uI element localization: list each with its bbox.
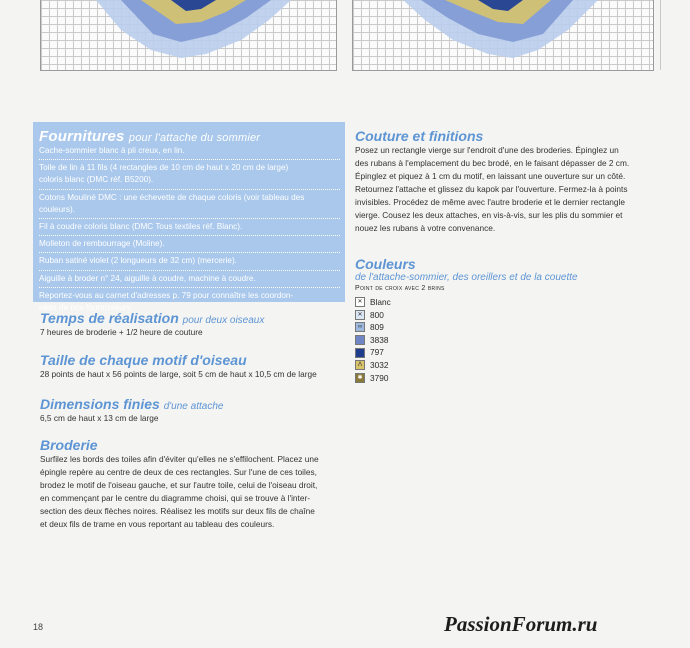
supplies-item: Ruban satiné violet (2 longueurs de 32 cm) (mercerie).: [39, 256, 237, 266]
legend-label: 3790: [370, 372, 389, 383]
dimensions-subtitle: d'une attache: [163, 401, 224, 412]
dimensions-text: 6,5 cm de haut x 13 cm de large: [40, 413, 159, 423]
legend-label: 809: [370, 322, 384, 333]
embroidery-line: et deux fils de trame en vous reportant au tableau des couleurs.: [40, 519, 275, 529]
dimensions-section: [40, 396, 340, 425]
supplies-item: nées de nos fournisseurs.: [39, 303, 133, 313]
legend-label: 3838: [370, 334, 389, 345]
sewing-line: Retournez l'attache et glissez du kapok par l'ouverture. Fermez-la à points: [355, 184, 628, 194]
colors-subheading: de l'attache-sommier, des oreillers et de la couette: [355, 272, 578, 283]
sewing-heading: Couture et finitions: [355, 128, 484, 144]
sewing-line: Posez un rectangle vierge sur l'endroit d'une des broderies. Épinglez un: [355, 145, 619, 155]
bird-chart-left: [40, 0, 337, 71]
divider: [39, 252, 340, 253]
bird-wing-left-graphic: [41, 0, 336, 70]
color-legend: [355, 296, 665, 384]
legend-item: [355, 346, 665, 359]
embroidery-line: épingle repère au centre de deux de ces rectangles. Sur l'une de ces toiles,: [40, 467, 317, 477]
swatch-icon: [355, 348, 365, 358]
page-number: 18: [33, 622, 44, 632]
time-text: 7 heures de broderie + 1/2 heure de couture: [40, 327, 203, 337]
supplies-item: Cache-sommier blanc à pli creux, en lin.: [39, 146, 185, 155]
divider: [39, 270, 340, 271]
colors-heading: Couleurs: [355, 256, 416, 272]
motif-size-heading: Taille de chaque motif d'oiseau: [40, 352, 247, 368]
supplies-item: couleurs).: [39, 204, 75, 214]
stitch-note: Point de croix avec 2 brins: [355, 285, 445, 292]
dimensions-title: Dimensions finies: [40, 396, 160, 412]
supplies-heading: [39, 128, 340, 145]
supplies-item: Cotons Mouliné DMC : une échevette de chaque coloris (voir tableau des: [39, 192, 305, 202]
supplies-item: Molleton de rembourrage (Moline).: [39, 239, 165, 249]
legend-item: [355, 372, 665, 385]
embroidery-line: Surfilez les bords des toiles afin d'éviter qu'elles ne s'effilochent. Placez une: [40, 454, 319, 464]
divider: [39, 218, 340, 219]
sewing-line: vierge. Cousez les deux attaches, en vis-à-vis, sur les plis du sommier et: [355, 210, 623, 220]
swatch-icon: ✕: [355, 297, 365, 307]
dimensions-heading: [40, 396, 340, 412]
sewing-section: [355, 128, 665, 235]
supplies-item: Fil à coudre coloris blanc (DMC Tous textiles réf. Blanc).: [39, 222, 243, 232]
time-subtitle: pour deux oiseaux: [182, 315, 265, 326]
supplies-item: Aiguille à broder n° 24, aiguille à coudre, machine à coudre.: [39, 273, 256, 283]
divider: [39, 189, 340, 190]
supplies-box: [33, 122, 345, 313]
supplies-item: coloris blanc (DMC réf. B5200).: [39, 175, 154, 185]
time-title: Temps de réalisation: [40, 310, 179, 326]
legend-label: Blanc: [370, 297, 391, 307]
embroidery-line: section des deux flèches noires. Réalisez les motifs sur deux fils de chaîne: [40, 506, 315, 516]
colors-section: [355, 256, 665, 384]
sewing-line: Épinglez et piquez à 1 cm du motif, en laissant une ouverture sur un côté.: [355, 171, 626, 181]
supplies-item: Toile de lin à 11 fils (4 rectangles de 10 cm de haut x 20 cm de large): [39, 163, 289, 173]
cross-stitch-charts: [0, 0, 690, 78]
legend-item: [355, 334, 665, 347]
page-edge-rule: [660, 0, 661, 70]
motif-size-text: 28 points de haut x 56 points de large, soit 5 cm de haut x 10,5 cm de large: [40, 369, 317, 379]
time-section: [40, 310, 340, 339]
supplies-subtitle: pour l'attache du sommier: [128, 132, 261, 144]
watermark: PassionForum.ru: [444, 612, 598, 636]
swatch-icon: ∞: [355, 322, 365, 332]
swatch-icon: Λ: [355, 360, 365, 370]
divider: [39, 159, 340, 160]
embroidery-heading: Broderie: [40, 437, 98, 453]
motif-size-section: [40, 352, 340, 381]
legend-label: 800: [370, 309, 384, 320]
supplies-item: Reportez-vous au carnet d'adresses p. 79 pour connaître les coordon-: [39, 290, 294, 300]
divider: [39, 235, 340, 236]
supplies-title: Fournitures: [39, 128, 125, 145]
legend-item: [355, 296, 665, 309]
legend-label: 797: [370, 347, 384, 358]
embroidery-line: en commençant par le centre du diagramme choisi, qui se trouve à l'inter-: [40, 493, 310, 503]
sewing-line: nouez les rubans à votre convenance.: [355, 223, 496, 233]
bird-wing-right-graphic: [353, 0, 653, 70]
embroidery-section: [40, 437, 345, 531]
swatch-icon: ✱: [355, 373, 365, 383]
legend-label: 3032: [370, 359, 389, 370]
divider: [39, 287, 340, 288]
legend-item: [355, 359, 665, 372]
swatch-icon: ✕: [355, 310, 365, 320]
swatch-icon: [355, 335, 365, 345]
bird-chart-right: [352, 0, 654, 71]
sewing-line: invisibles. Procédez de même avec l'autre broderie et le dernier rectangle: [355, 197, 625, 207]
embroidery-line: brodez le motif de l'oiseau gauche, et sur l'autre toile, celui de l'oiseau droit,: [40, 480, 318, 490]
legend-item: [355, 309, 665, 322]
legend-item: [355, 321, 665, 334]
time-heading: [40, 310, 340, 326]
sewing-line: des rubans à l'emplacement du bec brodé, en le faisant dépasser de 2 cm.: [355, 158, 630, 168]
